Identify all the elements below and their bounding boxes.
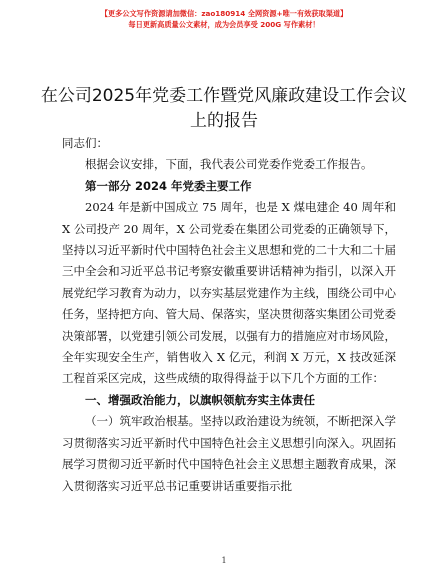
document-body — [62, 133, 396, 497]
part1-heading: 第一部分 2024 年党委主要工作 — [85, 178, 252, 193]
subsection1-paragraph: （一）筑牢政治根基。坚持以政治建设为统领，不断把深入学习贯彻落实习近平新时代中国特色社会主义思想引向深入。巩固拓展学习贯彻习近平新时代中国特色社会主义思想主题教育成果，深入贯彻落实习近平总书记重要讲话重要指示批 — [62, 414, 396, 493]
document-title: 在公司2025年党委工作暨党风廉政建设工作会议上的报告 — [40, 86, 408, 131]
part1-paragraph: 2024 年是新中国成立 75 周年，也是 X 煤电建企 40 周年和 X 公司投产 20 周年，X 公司党委在集团公司党委的正确领导下，坚持以习近平新时代中国特色社会主义思想和党的二十大和二十届三中全会和习近平总书记考察安徽重要讲话精神为指引，以深入开展党纪学习教育为动力，以夯实基层党建作为主线，围绕公司中心任务，坚持把方向、管大局、保落实，坚决贯彻落实集团公司党委决策部署，以党建引领公司发展，以强有力的措施应对市场风险，全年实现安全生产，销售收入 X 亿元，利润 X 万元，X 技改延深工程首采区完成，这些成绩的取得得益于以下几个方面的工作： — [62, 200, 396, 386]
intro-paragraph: 根据会议安排，下面，我代表公司党委作党委工作报告。 — [85, 157, 373, 172]
salutation: 同志们： — [62, 136, 108, 150]
banner-line-2: 每日更新高质量公文素材，成为会员享受 200G 写作素材！ — [128, 20, 320, 29]
page-number: 1 — [221, 556, 227, 565]
banner-line-1: 【更多公文写作资源请加微信：zao180914 全网资源+唯一有效获取渠道】 — [100, 9, 348, 18]
promo-banner — [0, 8, 448, 30]
section1-heading: 一、增强政治能力，以旗帜领航夯实主体责任 — [85, 392, 315, 407]
